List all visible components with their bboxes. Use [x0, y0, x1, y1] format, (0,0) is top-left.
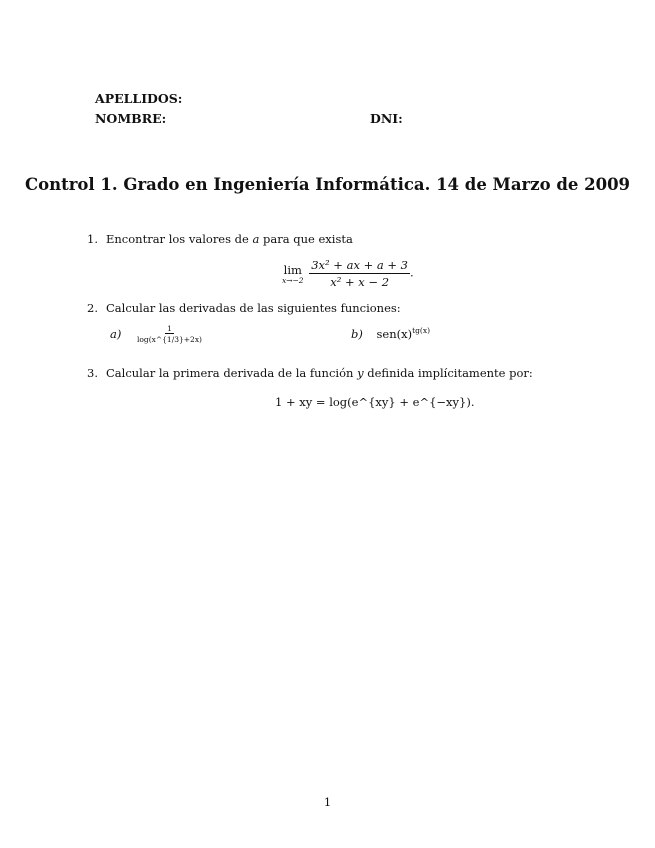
- question-3-number: 3.: [87, 366, 98, 380]
- question-1-number: 1.: [87, 232, 98, 246]
- question-3-formula: 1 + xy = log(e^{xy} + e^{−xy}).: [275, 395, 475, 409]
- item-a-numerator: 1: [167, 324, 172, 333]
- question-2-number: 2.: [87, 301, 98, 315]
- item-a-fraction: [135, 324, 204, 344]
- item-b-exponent: tg(x): [412, 326, 430, 336]
- limit-fraction: [309, 258, 410, 289]
- nombre-label: NOMBRE:: [95, 111, 167, 126]
- question-3-text: Calcular la primera derivada de la función y definida implícitamente por:: [106, 366, 533, 380]
- question-2-item-a: [110, 324, 204, 344]
- question-2-text: Calcular las derivadas de las siguientes funciones:: [106, 301, 401, 315]
- item-b-label: b): [351, 327, 363, 341]
- question-1-text: Encontrar los valores de a para que exista: [106, 232, 353, 246]
- item-b-base: sen(x): [376, 327, 413, 341]
- item-a-denominator: log(x^{1/3}+2x): [137, 335, 202, 344]
- question-1-formula: [282, 258, 414, 289]
- question-2-item-b: [351, 327, 430, 341]
- limit-operator: lim x→−2: [282, 262, 304, 285]
- exam-title: Control 1. Grado en Ingeniería Informática. 14 de Marzo de 2009: [24, 175, 631, 194]
- limit-numerator: 3x² + ax + a + 3: [311, 258, 409, 272]
- limit-denominator: x² + x − 2: [330, 275, 390, 289]
- dni-label: DNI:: [370, 111, 403, 126]
- page-number: 1: [323, 795, 332, 809]
- formula-period: .: [410, 265, 414, 280]
- apellidos-label: APELLIDOS:: [95, 91, 183, 106]
- item-a-label: a): [110, 327, 122, 341]
